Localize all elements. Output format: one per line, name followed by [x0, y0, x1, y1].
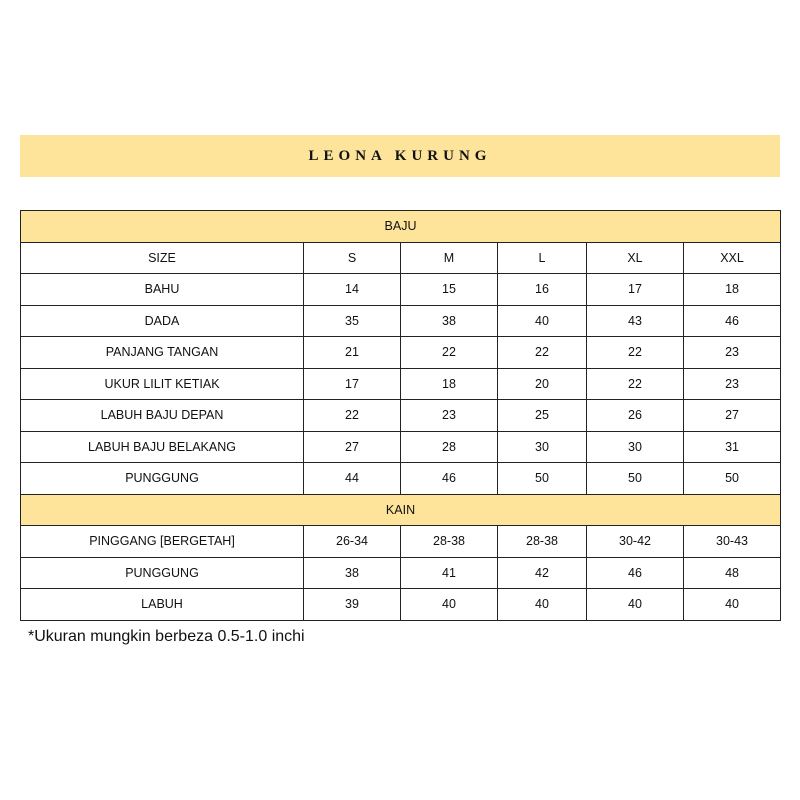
table-cell: 38 [401, 305, 498, 337]
row-label: LABUH [21, 589, 304, 621]
table-cell: XXL [684, 242, 781, 274]
table-cell: 22 [587, 368, 684, 400]
row-label: LABUH BAJU DEPAN [21, 400, 304, 432]
table-cell: 35 [304, 305, 401, 337]
table-row [21, 242, 781, 274]
table-cell: 40 [498, 305, 587, 337]
table-cell: 48 [684, 557, 781, 589]
table-cell: 30 [498, 431, 587, 463]
table-row [21, 368, 781, 400]
table-cell: 27 [304, 431, 401, 463]
row-label: DADA [21, 305, 304, 337]
table-cell: 46 [684, 305, 781, 337]
table-cell: 23 [401, 400, 498, 432]
table-cell: 25 [498, 400, 587, 432]
table-cell: 50 [587, 463, 684, 495]
table-cell: 40 [498, 589, 587, 621]
row-label: PINGGANG [BERGETAH] [21, 526, 304, 558]
table-row [21, 274, 781, 306]
table-cell: 23 [684, 368, 781, 400]
table-cell: 20 [498, 368, 587, 400]
table-cell: 44 [304, 463, 401, 495]
table-cell: 28-38 [401, 526, 498, 558]
table-cell: M [401, 242, 498, 274]
table-cell: 46 [587, 557, 684, 589]
section-title: KAIN [21, 494, 781, 526]
table-cell: 27 [684, 400, 781, 432]
table-row [21, 400, 781, 432]
row-label: PUNGGUNG [21, 463, 304, 495]
table-cell: 41 [401, 557, 498, 589]
table-cell: 30 [587, 431, 684, 463]
table-cell: 43 [587, 305, 684, 337]
table-cell: 17 [304, 368, 401, 400]
table-cell: 40 [587, 589, 684, 621]
table-row [21, 557, 781, 589]
table-row [21, 431, 781, 463]
table-cell: 18 [684, 274, 781, 306]
table-cell: 31 [684, 431, 781, 463]
table-row [21, 526, 781, 558]
section-title: BAJU [21, 211, 781, 243]
table-cell: 38 [304, 557, 401, 589]
table-cell: 28 [401, 431, 498, 463]
table-cell: L [498, 242, 587, 274]
table-cell: 30-42 [587, 526, 684, 558]
table-row [21, 305, 781, 337]
row-label: SIZE [21, 242, 304, 274]
table-row [21, 463, 781, 495]
table-cell: 50 [684, 463, 781, 495]
size-note: *Ukuran mungkin berbeza 0.5-1.0 inchi [28, 628, 305, 645]
row-label: BAHU [21, 274, 304, 306]
table-cell: 26 [587, 400, 684, 432]
table-cell: 23 [684, 337, 781, 369]
table-cell: 15 [401, 274, 498, 306]
section-header-baju [21, 211, 781, 243]
row-label: PUNGGUNG [21, 557, 304, 589]
size-chart-table [20, 210, 781, 621]
table-cell: 22 [498, 337, 587, 369]
table-cell: 22 [304, 400, 401, 432]
brand-title: LEONA KURUNG [308, 147, 492, 164]
section-header-kain [21, 494, 781, 526]
table-cell: S [304, 242, 401, 274]
row-label: LABUH BAJU BELAKANG [21, 431, 304, 463]
table-cell: 39 [304, 589, 401, 621]
table-cell: 40 [684, 589, 781, 621]
table-cell: 50 [498, 463, 587, 495]
table-cell: 22 [401, 337, 498, 369]
table-cell: 21 [304, 337, 401, 369]
table-row [21, 589, 781, 621]
table-cell: XL [587, 242, 684, 274]
table-cell: 26-34 [304, 526, 401, 558]
table-cell: 18 [401, 368, 498, 400]
table-cell: 28-38 [498, 526, 587, 558]
table-cell: 14 [304, 274, 401, 306]
table-cell: 42 [498, 557, 587, 589]
row-label: PANJANG TANGAN [21, 337, 304, 369]
row-label: UKUR LILIT KETIAK [21, 368, 304, 400]
title-banner [20, 135, 780, 177]
table-cell: 30-43 [684, 526, 781, 558]
table-cell: 46 [401, 463, 498, 495]
table-cell: 22 [587, 337, 684, 369]
table-cell: 16 [498, 274, 587, 306]
table-row [21, 337, 781, 369]
table-cell: 40 [401, 589, 498, 621]
table-cell: 17 [587, 274, 684, 306]
